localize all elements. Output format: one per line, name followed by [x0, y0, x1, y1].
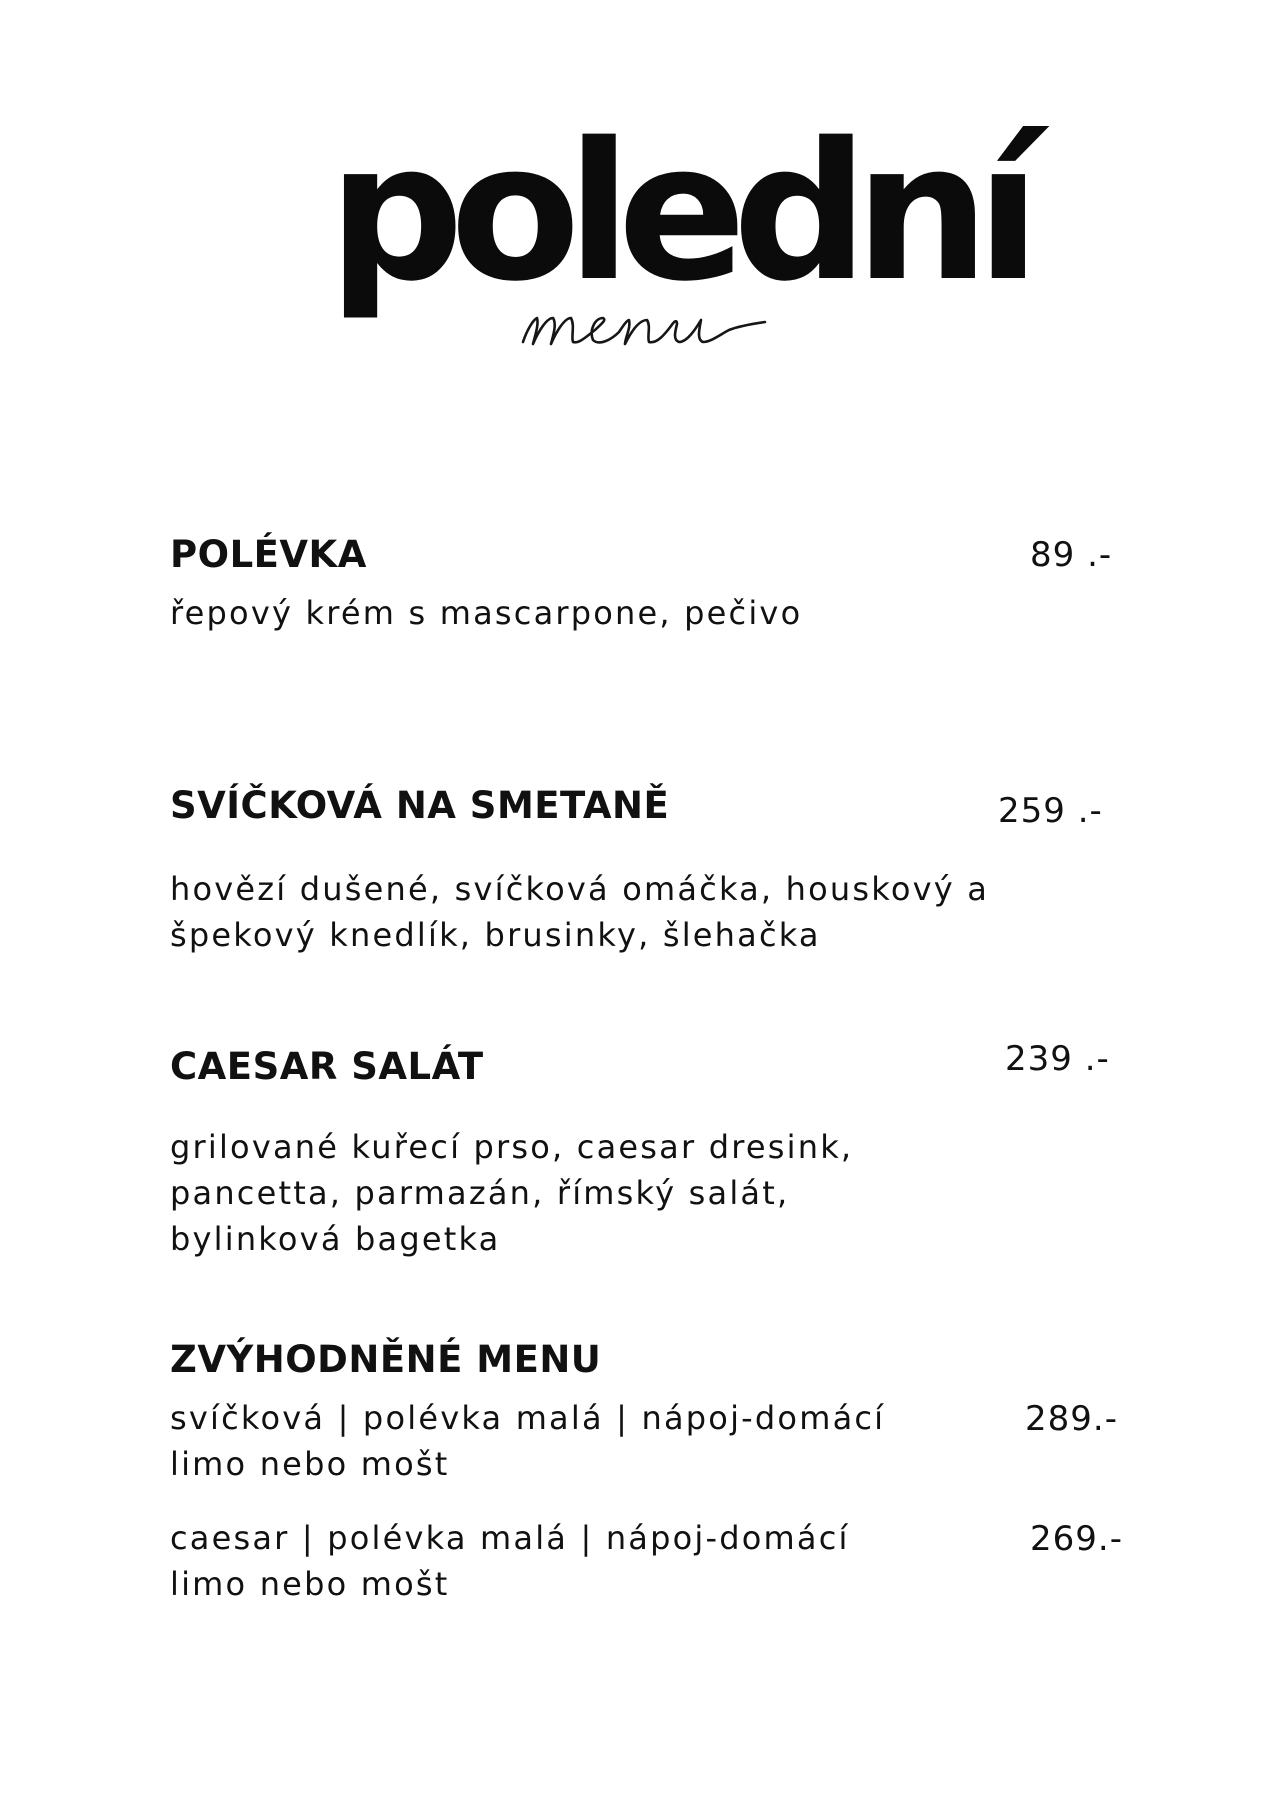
item-title-polevka: POLÉVKA	[170, 533, 367, 576]
combo-description-line: caesar | polévka malá | nápoj-domácí	[170, 1519, 850, 1557]
item-price-polevka: 89 .-	[1030, 535, 1113, 575]
menu-logo-title: polední	[328, 102, 1027, 323]
combo-option-1-price: 289.-	[1025, 1399, 1118, 1439]
item-description-line: řepový krém s mascarpone, pečivo	[170, 594, 803, 632]
item-price-caesar: 239 .-	[1005, 1039, 1110, 1079]
combo-title: ZVÝHODNĚNÉ MENU	[170, 1338, 602, 1381]
item-description-line: špekový knedlík, brusinky, šlehačka	[170, 916, 821, 954]
combo-option-1-description	[170, 1395, 885, 1487]
menu-logo-script	[515, 290, 775, 360]
item-title-caesar: CAESAR SALÁT	[170, 1045, 484, 1088]
item-description-line: bylinková bagetka	[170, 1220, 501, 1258]
item-description-polevka	[170, 590, 802, 636]
combo-option-2-description	[170, 1515, 850, 1607]
item-description-line: pancetta, parmazán, římský salát,	[170, 1174, 790, 1212]
item-description-svickova	[170, 866, 989, 958]
script-menu-lettering	[515, 290, 775, 360]
item-title-svickova: SVÍČKOVÁ NA SMETANĚ	[170, 784, 670, 827]
combo-description-line: limo nebo mošt	[170, 1565, 450, 1603]
item-description-line: hovězí dušené, svíčková omáčka, houskový a	[170, 870, 990, 908]
item-price-svickova: 259 .-	[998, 791, 1103, 831]
item-description-caesar	[170, 1124, 853, 1262]
item-description-line: grilované kuřecí prso, caesar dresink,	[170, 1128, 854, 1166]
combo-option-2-price: 269.-	[1030, 1519, 1123, 1559]
combo-description-line: limo nebo mošt	[170, 1445, 450, 1483]
combo-description-line: svíčková | polévka malá | nápoj-domácí	[170, 1399, 886, 1437]
